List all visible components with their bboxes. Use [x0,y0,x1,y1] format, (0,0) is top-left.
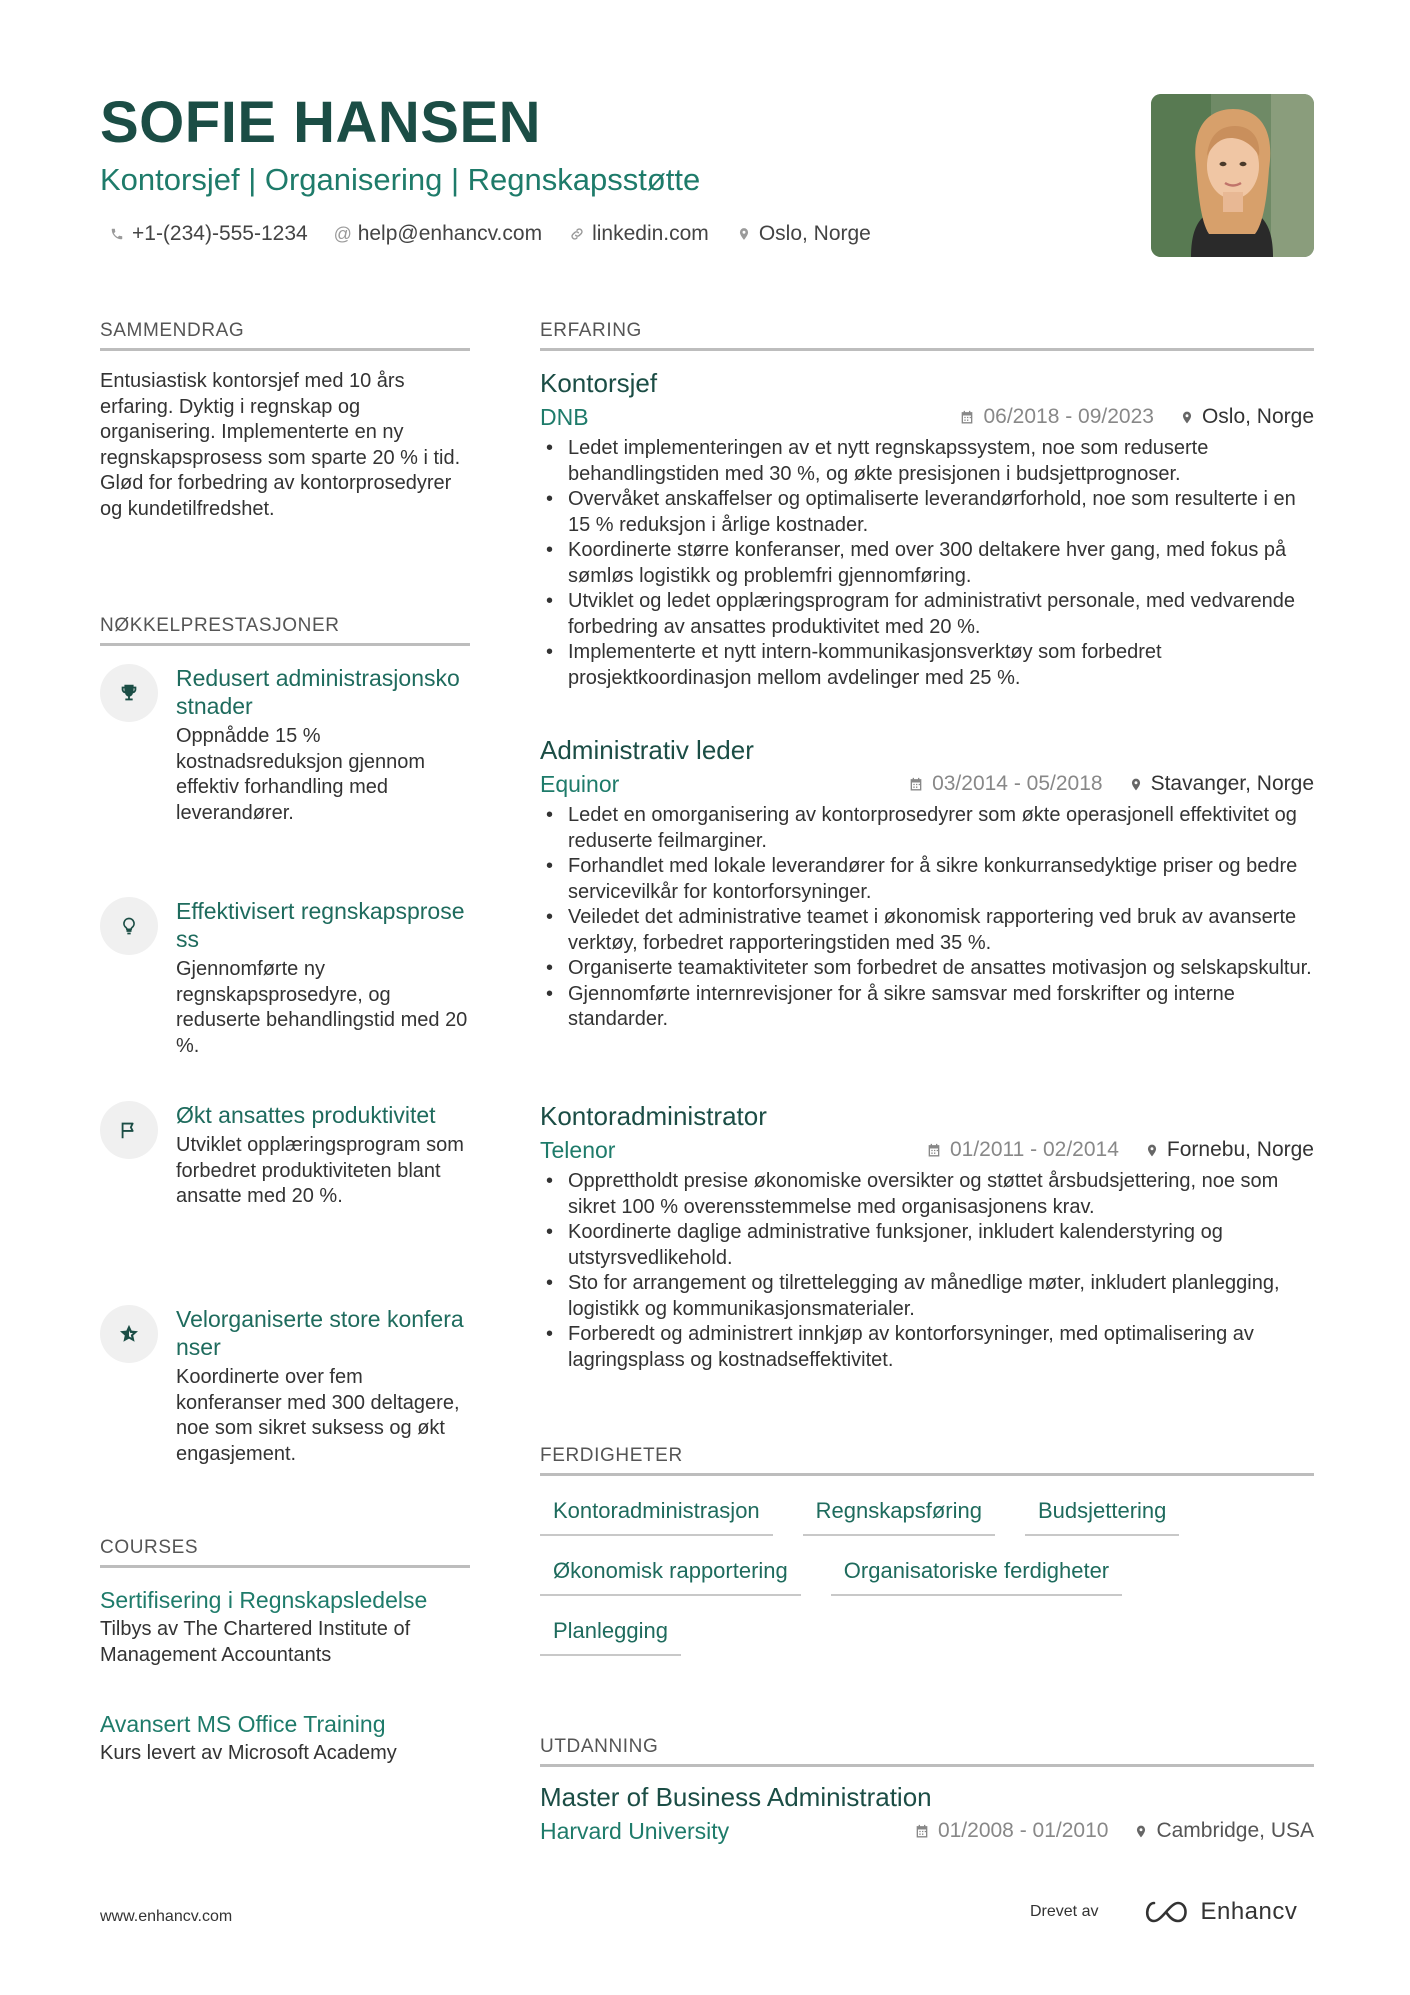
achievement-title: Effektivisert regnskapsprosess [176,898,465,952]
contact-email-text: help@enhancv.com [357,222,543,245]
job-title: Kontorsjef [540,368,658,398]
skills-section-title: FERDIGHETER [540,1445,1314,1476]
job-title: Kontoradministrator [540,1101,767,1131]
achievement-item [100,897,470,1059]
contact-location-text: Oslo, Norge [758,222,871,245]
phone-icon [108,225,126,243]
candidate-headline: Kontorsjef | Organisering | Regnskapsstøtte [100,162,701,197]
education-section-title: UTDANNING [540,1736,1314,1767]
job-dates: 01/2011 - 02/2014 [949,1138,1119,1161]
job-bullet: • Sto for arrangement og tilrettelegging av månedlige møter, inkludert planlegging, logistikk og kommunikasjonsmaterialer. [540,1271,1314,1322]
achievement-desc: Oppnådde 15 % kostnadsreduksjon gjennom effektiv forhandling med leverandører. [176,725,426,824]
trophy-icon [100,664,158,722]
job-company: Telenor [540,1137,616,1163]
course-title: Sertifisering i Regnskapsledelse [100,1587,428,1613]
achievement-item [100,1101,470,1210]
footer-branding [1030,1898,1297,1926]
job-bullet: • Implementerte et nytt intern-kommunikasjonsverktøy som forbedret prosjektkoordinasjon mellom avdelinger med 25 %. [540,640,1314,691]
achievement-title: Velorganiserte store konferanser [176,1306,464,1360]
achievement-desc: Gjennomførte ny regnskapsprosedyre, og reduserte behandlingstid med 20 %. [176,958,468,1057]
job-bullet: • Forhandlet med lokale leverandører for å sikre konkurransedyktige priser og bedre servicevilkår for kontorforsyninger. [540,854,1314,905]
job-bullet: • Forberedt og administrert innkjøp av kontorforsyninger, med optimalisering av lagringsplass og kostnadseffektivitet. [540,1322,1314,1373]
job-bullet: • Ledet en omorganisering av kontorprosedyrer som økte operasjonell effektivitet og reduserte feilmarginer. [540,803,1314,854]
lightbulb-icon [100,897,158,955]
job-entry [540,733,1314,1033]
achievement-desc: Koordinerte over fem konferanser med 300 deltagere, noe som sikret suksess og økt engasjement. [176,1366,460,1465]
experience-section-title: ERFARING [540,320,1314,351]
location-icon [1145,1142,1159,1159]
contact-location [735,222,871,246]
course-title: Avansert MS Office Training [100,1711,386,1737]
achievements-section-title: NØKKELPRESTASJONER [100,615,470,646]
job-bullets [540,803,1314,1033]
achievement-item [100,664,470,826]
enhancv-logo[interactable] [1142,1898,1297,1926]
enhancv-brand-name: Enhancv [1200,1898,1298,1925]
summary-text: Entusiastisk kontorsjef med 10 års erfaring. Dyktig i regnskap og organisering. Implementerte en ny regnskapsprosess som sparte 20 % i tid. Glød for forbedring av kontorprosedyrer og kundetilfredshet. [100,370,461,520]
job-bullet: • Koordinerte større konferanser, med over 300 deltakere hver gang, med fokus på sømløs logistikk og problemfri gjennomføring. [540,538,1314,589]
education-dates: 01/2008 - 01/2010 [937,1819,1109,1842]
skill-tag: Kontoradministrasjon [540,1490,773,1536]
education-location: Cambridge, USA [1156,1819,1314,1842]
link-icon [568,225,586,243]
skill-tag: Regnskapsføring [803,1490,995,1536]
at-icon: @ [333,223,352,244]
job-bullets [540,1169,1314,1373]
education-entry [540,1780,1314,1848]
job-company: DNB [540,404,589,430]
achievement-desc: Utviklet opplæringsprogram som forbedret produktiviteten blant ansatte med 20 %. [176,1134,464,1207]
job-bullet: • Ledet implementeringen av et nytt regnskapssystem, noe som reduserte behandlingstiden med 30 %, og økte presisjonen i budsjettprognoser. [540,436,1314,487]
footer-powered-by: Drevet av [1030,1903,1099,1920]
summary-section-title: SAMMENDRAG [100,320,470,351]
courses-section-title: COURSES [100,1537,470,1568]
star-icon [100,1305,158,1363]
contact-phone-text: +1-(234)-555-1234 [132,222,308,245]
footer-website-link[interactable]: www.enhancv.com [100,1908,233,1925]
contact-bar [108,219,897,249]
job-entry [540,366,1314,691]
job-bullet: • Opprettholdt presise økonomiske oversikter og støttet årsbudsjettering, noe som sikret 100 % overensstemmelse med organisasjonens krav. [540,1169,1314,1220]
calendar-icon [959,409,975,426]
skill-tag: Budsjettering [1025,1490,1179,1536]
achievement-item [100,1305,470,1467]
location-icon [1129,776,1143,793]
profile-photo [1151,94,1314,257]
course-desc: Kurs levert av Microsoft Academy [100,1742,397,1764]
job-bullet: • Veiledet det administrative teamet i økonomisk rapportering ved bruk av avanserte verktøy, forbedret rapporteringstiden med 35 %. [540,905,1314,956]
job-bullet: • Overvåket anskaffelser og optimaliserte leverandørforhold, noe som resulterte i en 15 % reduksjon i årlige kostnader. [540,487,1314,538]
job-location: Stavanger, Norge [1150,772,1314,795]
job-title: Administrativ leder [540,735,754,765]
skill-tag: Økonomisk rapportering [540,1550,801,1596]
contact-email[interactable] [334,222,542,246]
enhancv-logo-icon [1142,1899,1190,1925]
education-school: Harvard University [540,1818,730,1844]
skill-tag: Organisatoriske ferdigheter [831,1550,1122,1596]
job-location: Fornebu, Norge [1166,1138,1314,1161]
location-icon [1134,1823,1148,1840]
job-bullet: • Utviklet og ledet opplæringsprogram for administrativt personale, med vedvarende forbedring av ansattes produktivitet med 20 %. [540,589,1314,640]
calendar-icon [908,776,924,793]
job-company: Equinor [540,771,620,797]
job-location: Oslo, Norge [1201,405,1314,428]
candidate-name: SOFIE HANSEN [100,90,542,155]
calendar-icon [914,1823,930,1840]
education-degree: Master of Business Administration [540,1782,932,1812]
course-item [100,1585,480,1668]
job-bullet: • Gjennomførte internrevisjoner for å sikre samsvar med forskrifter og interne standarder. [540,982,1314,1033]
location-icon [1180,409,1194,426]
job-bullets [540,436,1314,691]
job-entry [540,1099,1314,1373]
job-bullet: • Organiserte teamaktiviteter som forbedret de ansattes motivasjon og selskapskultur. [540,956,1314,982]
flag-icon [100,1101,158,1159]
achievement-title: Redusert administrasjonskostnader [176,665,460,719]
location-icon [735,225,753,243]
contact-phone[interactable] [108,222,308,246]
job-dates: 06/2018 - 09/2023 [983,405,1154,428]
skill-tag: Planlegging [540,1610,681,1656]
course-item [100,1709,480,1767]
contact-linkedin-text: linkedin.com [592,222,709,245]
calendar-icon [926,1142,942,1159]
course-desc: Tilbys av The Chartered Institute of Management Accountants [100,1618,411,1666]
achievement-title: Økt ansattes produktivitet [176,1102,436,1128]
job-dates: 03/2014 - 05/2018 [932,772,1103,795]
contact-linkedin[interactable] [568,222,709,246]
job-bullet: • Koordinerte daglige administrative funksjoner, inkludert kalenderstyring og utstyrsvedlikehold. [540,1220,1314,1271]
skills-list [540,1490,1320,1670]
